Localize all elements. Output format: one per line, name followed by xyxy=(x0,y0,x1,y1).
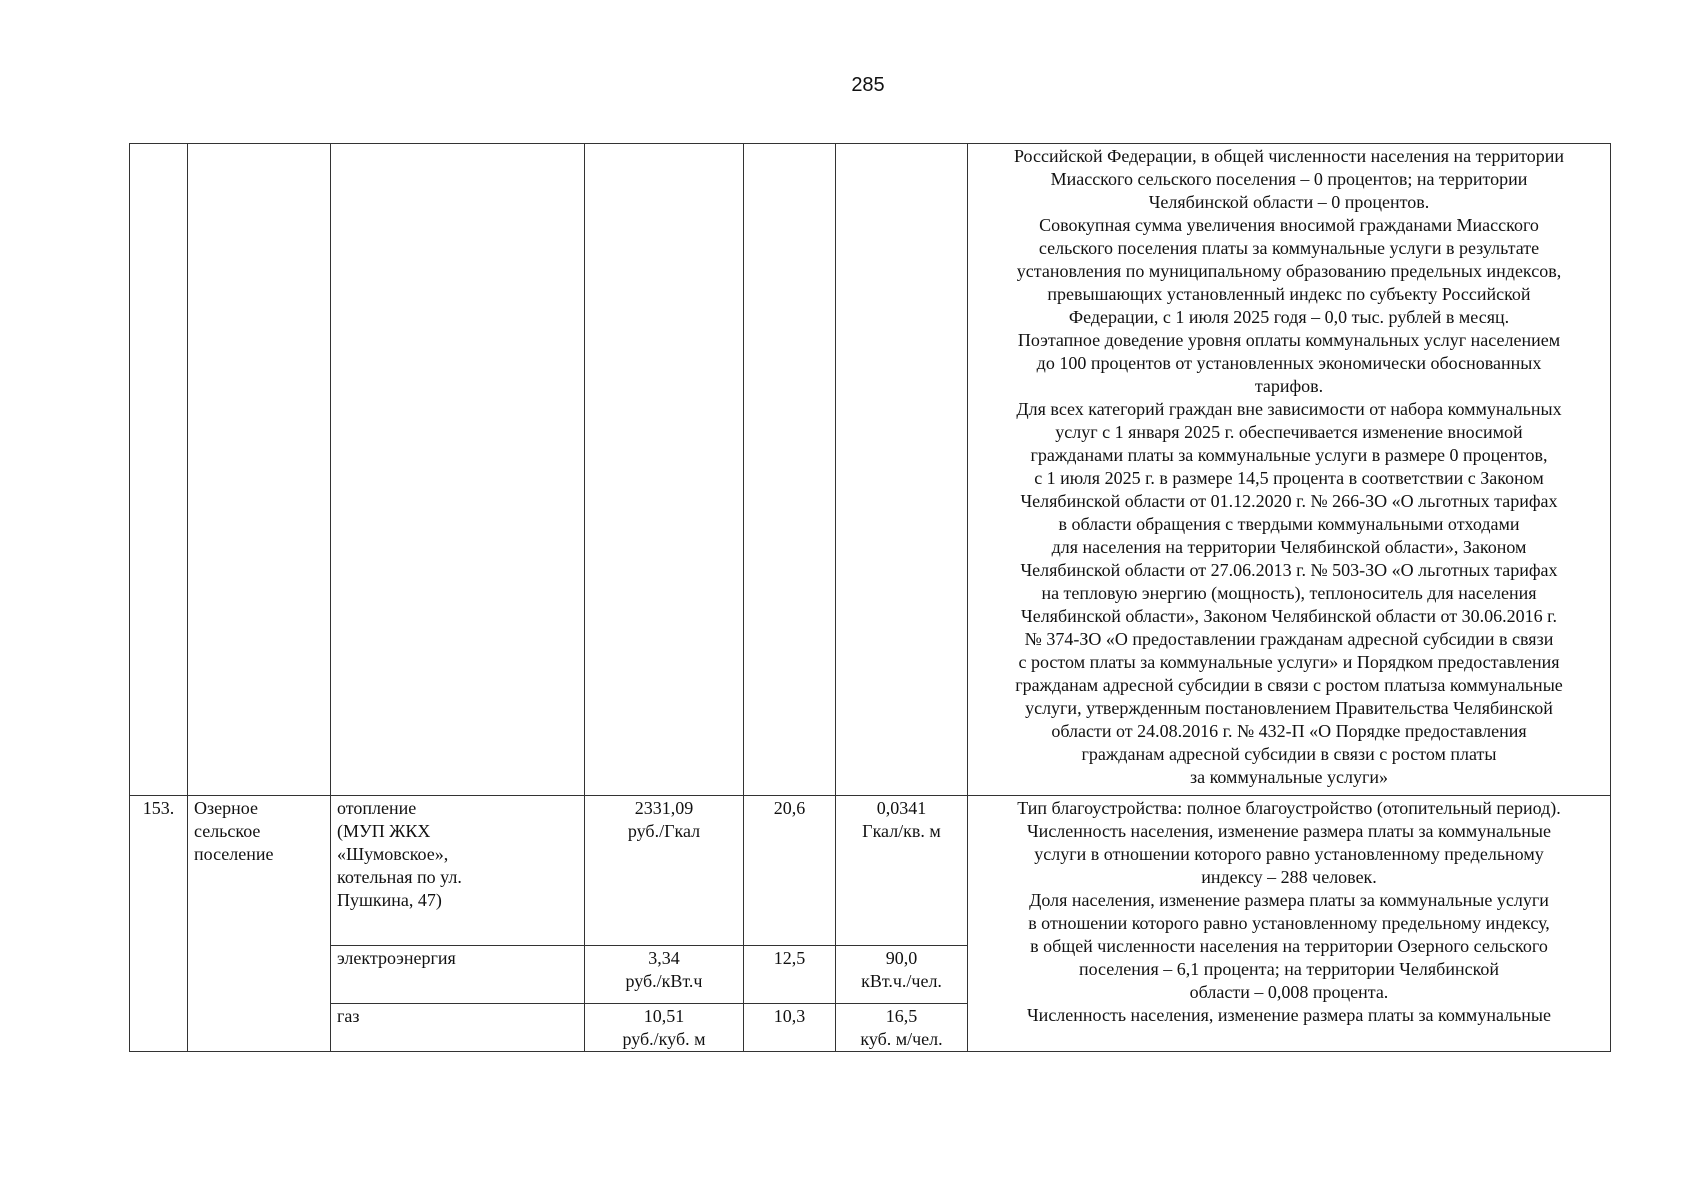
cell-service-electricity xyxy=(331,946,585,1004)
description-line: для населения на территории Челябинской области», Законом xyxy=(1051,537,1527,557)
description-line: Федерации, с 1 июля 2025 годя – 0,0 тыс. рублей в месяц. xyxy=(1068,307,1510,327)
municipality-line: сельское xyxy=(194,821,261,841)
cell-tariff-heating xyxy=(585,796,744,946)
cell-norm-empty xyxy=(836,144,968,796)
cell-description-continued xyxy=(968,144,1611,796)
description-line: в области обращения с твердыми коммунальными отходами xyxy=(1058,514,1520,534)
norm-unit: Гкал/кв. м xyxy=(862,821,941,841)
service-name-line: Пушкина, 47) xyxy=(337,890,442,910)
description-line: тарифов. xyxy=(1254,376,1324,396)
service-name-line: отопление xyxy=(337,798,417,818)
norm-unit: кВт.ч./чел. xyxy=(861,971,942,991)
description-line: в общей численности населения на территории Озерного сельского xyxy=(1030,936,1548,956)
cell-entry-number xyxy=(130,796,188,1052)
description-line: сельского поселения платы за коммунальные услуги в результате xyxy=(1038,238,1540,258)
description-line: Доля населения, изменение размера платы за коммунальные услуги xyxy=(1029,890,1549,910)
index-value: 10,3 xyxy=(773,1006,806,1026)
description-line: Поэтапное доведение уровня оплаты коммунальных услуг населением xyxy=(1017,330,1561,350)
norm-value: 90,0 xyxy=(885,948,918,968)
description-line: Челябинской области», Законом Челябинской области от 30.06.2016 г. xyxy=(1021,606,1557,626)
description-line: индексу – 288 человек. xyxy=(1201,867,1377,887)
cell-municipality xyxy=(188,796,331,1052)
description-line: гражданам адресной субсидии в связи с ростом платыза коммунальные xyxy=(1015,675,1563,695)
description-line: Челябинской области – 0 процентов. xyxy=(1148,192,1430,212)
cell-norm-heating xyxy=(836,796,968,946)
description-line: Совокупная сумма увеличения вносимой гражданами Миасского xyxy=(1039,215,1539,235)
service-name-line: газ xyxy=(337,1006,360,1026)
tariff-value: 10,51 xyxy=(643,1006,685,1026)
tariff-table xyxy=(129,143,1611,1052)
table-row-heating xyxy=(130,796,1611,946)
entry-number: 153. xyxy=(142,798,175,818)
index-value: 12,5 xyxy=(773,948,806,968)
description-line: области – 0,008 процента. xyxy=(1189,982,1389,1002)
description-line: гражданами платы за коммунальные услуги в размере 0 процентов, xyxy=(1030,445,1548,465)
description-line: установления по муниципальному образованию предельных индексов, xyxy=(1016,261,1562,281)
norm-value: 0,0341 xyxy=(876,798,927,818)
cell-service-heating xyxy=(331,796,585,946)
table-row-continued xyxy=(130,144,1611,796)
cell-service-gas xyxy=(331,1004,585,1052)
cell-tariff-electricity xyxy=(585,946,744,1004)
norm-unit: куб. м/чел. xyxy=(860,1029,943,1049)
cell-index-electricity xyxy=(744,946,836,1004)
description-line: Миасского сельского поселения – 0 процентов; на территории xyxy=(1050,169,1528,189)
description-line: услуги, утвержденным постановлением Правительства Челябинской xyxy=(1025,698,1553,718)
description-line: гражданам адресной субсидии в связи с ростом платы xyxy=(1081,744,1497,764)
municipality-line: Озерное xyxy=(194,798,258,818)
service-name-line: котельная по ул. xyxy=(337,867,462,887)
cell-index-empty xyxy=(744,144,836,796)
tariff-unit: руб./куб. м xyxy=(622,1029,706,1049)
description-line: № 374-ЗО «О предоставлении гражданам адресной субсидии в связи xyxy=(1024,629,1554,649)
description-line: до 100 процентов от установленных экономически обоснованных xyxy=(1036,353,1542,373)
description-line: Численность населения, изменение размера платы за коммунальные xyxy=(1026,1005,1552,1025)
description-line: с 1 июля 2025 г. в размере 14,5 процента в соответствии с Законом xyxy=(1034,468,1544,488)
page-number: 285 xyxy=(851,74,885,96)
cell-tariff-empty xyxy=(585,144,744,796)
tariff-unit: руб./Гкал xyxy=(627,821,701,841)
tariff-value: 2331,09 xyxy=(634,798,694,818)
municipality-line: поселение xyxy=(194,844,274,864)
description-line: Для всех категорий граждан вне зависимости от набора коммунальных xyxy=(1016,399,1562,419)
description-line: превышающих установленный индекс по субъекту Российской xyxy=(1047,284,1531,304)
cell-service-empty xyxy=(331,144,585,796)
service-name-line: «Шумовское», xyxy=(337,844,449,864)
description-line: услуг с 1 января 2025 г. обеспечивается изменение вносимой xyxy=(1055,422,1523,442)
cell-municipality-empty xyxy=(188,144,331,796)
cell-description xyxy=(968,796,1611,1052)
norm-value: 16,5 xyxy=(885,1006,918,1026)
cell-number-empty xyxy=(130,144,188,796)
cell-norm-gas xyxy=(836,1004,968,1052)
cell-index-gas xyxy=(744,1004,836,1052)
tariff-value: 3,34 xyxy=(648,948,680,968)
cell-tariff-gas xyxy=(585,1004,744,1052)
cell-norm-electricity xyxy=(836,946,968,1004)
description-line: за коммунальные услуги» xyxy=(1189,767,1389,787)
tariff-unit: руб./кВт.ч xyxy=(625,971,703,991)
description-line: в отношении которого равно установленному предельному индексу, xyxy=(1028,913,1550,933)
description-line: поселения – 6,1 процента; на территории Челябинской xyxy=(1078,959,1500,979)
description-line: услуги в отношении которого равно установленному предельному xyxy=(1034,844,1544,864)
service-name-line: (МУП ЖКХ xyxy=(337,821,431,841)
service-name-line: электроэнергия xyxy=(337,948,456,968)
description-line: области от 24.08.2016 г. № 432-П «О Порядке предоставления xyxy=(1051,721,1527,741)
cell-index-heating xyxy=(744,796,836,946)
description-line: Российской Федерации, в общей численности населения на территории xyxy=(1013,146,1565,166)
description-line: с ростом платы за коммунальные услуги» и Порядком предоставления xyxy=(1018,652,1560,672)
description-line: Челябинской области от 27.06.2013 г. № 503-ЗО «О льготных тарифах xyxy=(1020,560,1558,580)
description-line: Численность населения, изменение размера платы за коммунальные xyxy=(1026,821,1552,841)
description-line: Тип благоустройства: полное благоустройство (отопительный период). xyxy=(1017,798,1561,818)
description-line: на тепловую энергию (мощность), теплоноситель для населения xyxy=(1041,583,1537,603)
index-value: 20,6 xyxy=(773,798,806,818)
description-line: Челябинской области от 01.12.2020 г. № 266-ЗО «О льготных тарифах xyxy=(1020,491,1558,511)
